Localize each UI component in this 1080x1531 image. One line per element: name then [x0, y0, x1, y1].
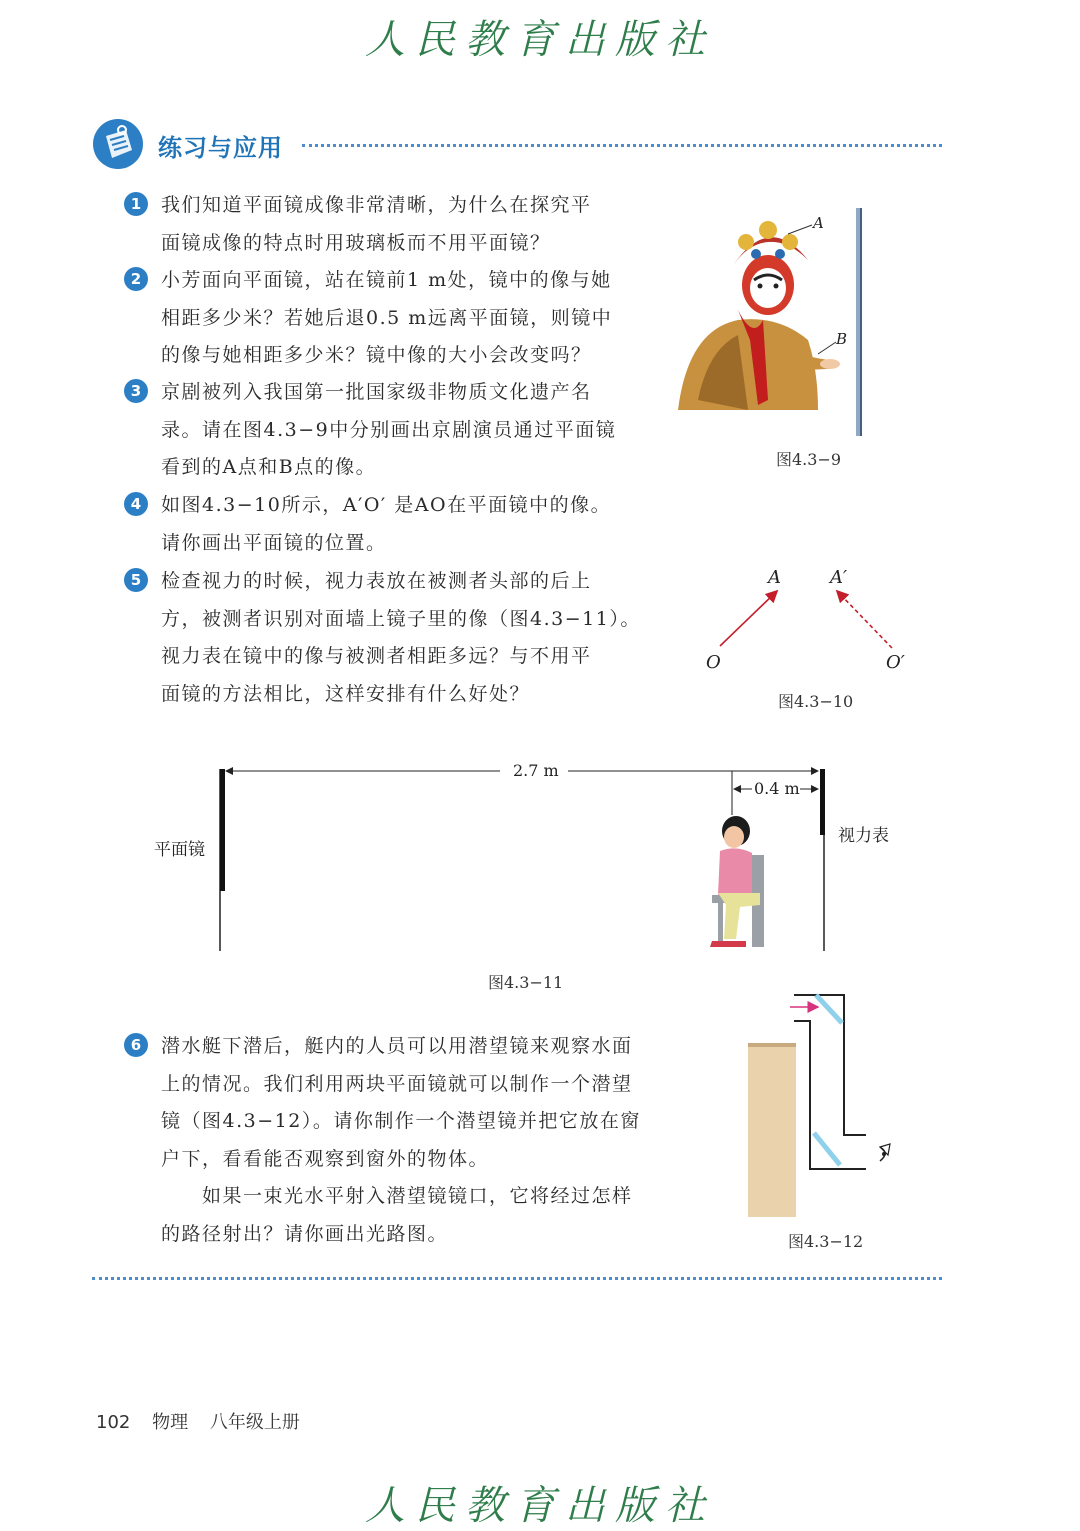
label-a: A: [768, 567, 781, 588]
question-6: [124, 1028, 694, 1253]
distance-chart: 0.4 m: [754, 779, 800, 798]
subject-name: 物理: [152, 1412, 189, 1433]
section-title: 练习与应用: [158, 134, 283, 162]
question-3: [124, 374, 644, 487]
question-number: 6: [124, 1033, 148, 1057]
question-text: 小芳面向平面镜，站在镜前1 m处，镜中的像与她 相距多少米？若她后退0.5 m远离平面镜，则镜中 的像与她相距多少米？镜中像的大小会改变吗？: [161, 269, 613, 366]
figure-4-3-9: [668, 200, 878, 440]
distance-total: 2.7 m: [513, 761, 559, 780]
figure-caption: 图4.3−10: [778, 692, 854, 711]
question-number: 3: [124, 379, 148, 403]
lower-mirror: [814, 1133, 840, 1165]
eye-icon: [880, 1144, 890, 1161]
upper-mirror: [816, 995, 842, 1023]
publisher-watermark-top: 人民教育出版社: [365, 17, 715, 63]
question-text: 京剧被列入我国第一批国家级非物质文化遗产名 录。请在图4.3−9中分别画出京剧演员通过平面镜 看到的A点和B点的像。: [161, 381, 617, 478]
figure-caption: 图4.3−11: [488, 973, 564, 992]
question-number: 4: [124, 492, 148, 516]
practice-icon: [92, 118, 144, 170]
question-text: 检查视力的时候，视力表放在被测者头部的后上 方，被测者识别对面墙上镜子里的像（图4.3−11）。 视力表在镜中的像与被测者相距多远？与不用平 面镜的方法相比，这样安排有什么好处？: [161, 570, 641, 705]
label-o: O: [706, 652, 721, 673]
question-2: [124, 262, 644, 375]
chart-label: 视力表: [838, 826, 889, 846]
question-text: 如图4.3−10所示，A′O′ 是AO在平面镜中的像。 请你画出平面镜的位置。: [161, 494, 612, 554]
question-text: 我们知道平面镜成像非常清晰，为什么在探究平 面镜成像的特点时用玻璃板而不用平面镜？: [161, 194, 592, 254]
point-b-label: B: [836, 330, 848, 348]
question-5: [124, 563, 644, 713]
section-divider-bottom: [92, 1277, 942, 1280]
page-footer: [96, 1408, 316, 1434]
section-divider-top: [302, 144, 942, 147]
figure-4-3-11: [140, 755, 920, 965]
grade-name: 八年级上册: [209, 1412, 300, 1433]
mirror-label: 平面镜: [154, 840, 205, 860]
point-a-label: A: [813, 214, 824, 232]
question-text: 潜水艇下潜后，艇内的人员可以用潜望镜来观察水面 上的情况。我们利用两块平面镜就可以制作一个潜望 镜（图4.3−12）。请你制作一个潜望镜并把它放在窗 户下，看看能否观察到窗外的物体。 如果一束光水平射入潜望镜镜口，它将经过怎样 的路径射出？请你画出光路图。: [161, 1035, 641, 1245]
eye-chart: [820, 769, 825, 835]
question-number: 2: [124, 267, 148, 291]
wall: [748, 1045, 796, 1217]
figure-4-3-12: [740, 985, 910, 1225]
opera-performer-illustration: [668, 200, 878, 440]
publisher-watermark-bottom: 人民教育出版社: [365, 1483, 715, 1529]
plane-mirror: [220, 769, 225, 891]
figure-caption: 图4.3−12: [788, 1232, 864, 1251]
ray-ao: [720, 592, 776, 646]
question-number: 1: [124, 192, 148, 216]
page-number: 102: [96, 1412, 131, 1433]
question-1: [124, 187, 644, 262]
label-a-prime: A′: [830, 567, 848, 588]
figure-caption: 图4.3−9: [776, 450, 842, 469]
question-number: 5: [124, 568, 148, 592]
ray-a-prime-o-prime: [838, 592, 892, 648]
figure-4-3-10: [696, 560, 926, 680]
seated-girl-illustration: [710, 816, 764, 947]
label-o-prime: O′: [886, 652, 905, 673]
question-4: [124, 487, 644, 562]
